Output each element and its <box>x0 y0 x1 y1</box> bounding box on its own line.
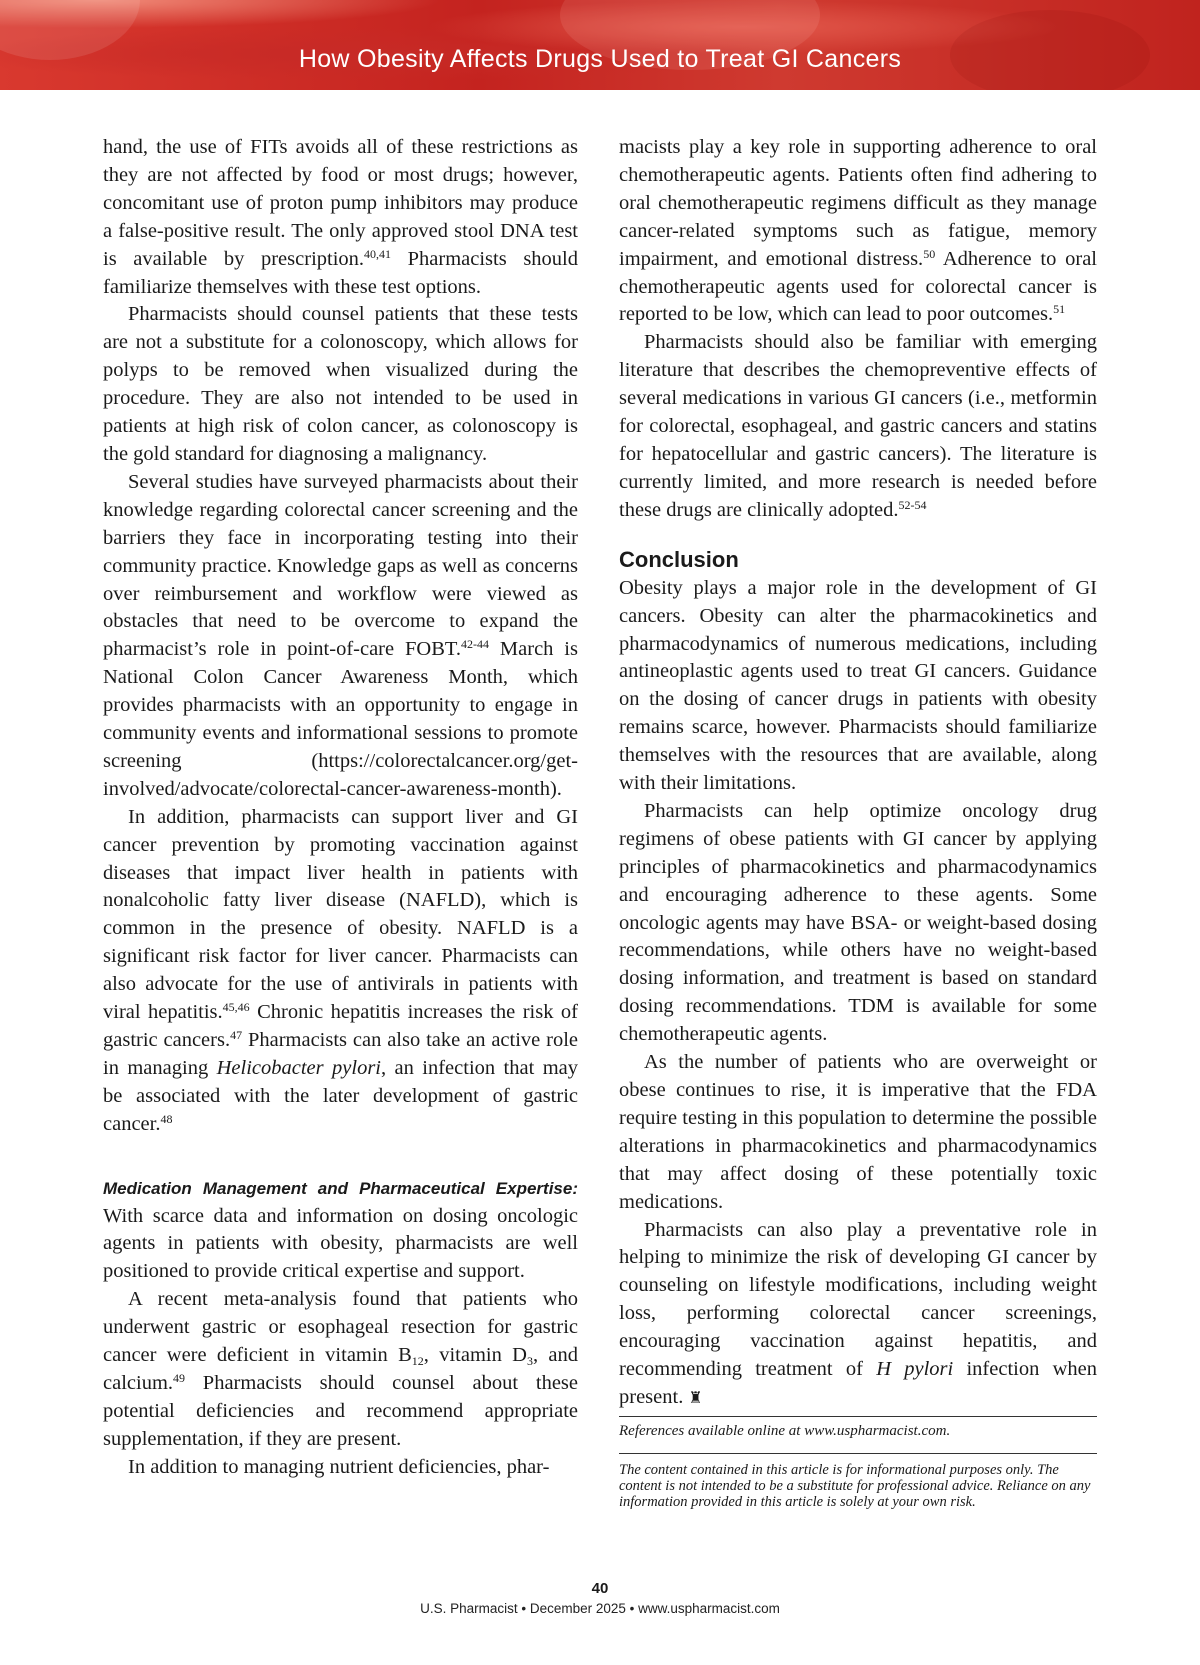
paragraph: Pharmacists should counsel patients that these tests are not a substitute for a colonoscopy, which allows for polyps to be removed when visualized during the procedure. They are also not intended to be used in patients at high risk of colon cancer, as colonoscopy is the gold standard for diagnosing a malignancy. <box>103 303 578 465</box>
paragraph: hand, the use of FITs avoids all of these restrictions as they are not affected by food or most drugs; however, concomitant use of proton pump inhibitors may produce a false-positive result. The only approved stool DNA test is available by prescription.$^{40,41}$ Pharmacists should familiarize themselves with these test options. <box>103 136 578 298</box>
page-footer: U.S. Pharmacist • December 2025 • www.uspharmacist.com <box>420 1601 780 1616</box>
paragraph: Pharmacists should also be familiar with emerging literature that describes the chemopreventive effects of several medications in various GI cancers (i.e., metformin for colorectal, esophageal, and gastric cancers and statins for hepatocellular and gastric cancers). The literature is currently limited, and more research is needed before these drugs are clinically adopted.$^{52-54}$ <box>619 331 1097 521</box>
right-column <box>619 134 1097 1510</box>
disclaimer: The content contained in this article is for informational purposes only. The content is not intended to be a substitute for professional advice. Reliance on any information provided in this article is solely at your own risk. <box>619 1453 1097 1510</box>
paragraph: Pharmacists can help optimize oncology drug regimens of obese patients with GI cancer by applying principles of pharmacokinetics and pharmacodynamics and encouraging adherence to these agents. Some oncologic agents may have BSA- or weight-based dosing recommendations, while others have no weight-based dosing information, and treatment is based on standard dosing recommendations. TDM is available for some chemotherapeutic agents. <box>619 799 1097 1046</box>
section-heading: Conclusion <box>619 546 739 572</box>
paragraph: Several studies have surveyed pharmacists about their knowledge regarding colorectal cancer screening and the barriers they face in incorporating testing into their community practice. Knowledge gaps as well as concerns over reimbursement and workflow were viewed as obstacles that need to be overcome to expand the pharmacist’s role in point-of-care FOBT.$^{42-44}$ March is National Colon Cancer Awareness Month, which provides pharmacists with an opportunity to engage in community events and informational sessions to promote screening (https://colorectalcancer.org/get-involved/advocate/colorectal-cancer-awareness-month). <box>103 470 578 800</box>
left-column <box>103 134 578 1482</box>
paragraph: Obesity plays a major role in the development of GI cancers. Obesity can alter the pharmacokinetics and pharmacodynamics of numerous medications, including antineoplastic agents used to treat GI cancers. Guidance on the dosing of cancer drugs in patients with obesity remains scarce, however. Pharmacists should familiarize themselves with the resources that are available, along with their limitations. <box>619 576 1097 795</box>
paragraph: macists play a key role in supporting adherence to oral chemotherapeutic agents. Patients often find adhering to oral chemotherapeutic regimens difficult as they manage cancer-related symptoms such as fatigue, memory impairment, and emotional distress.$^{50}$ Adherence to oral chemotherapeutic agents used for colorectal cancer is reported to be low, which can lead to poor outcomes.$^{51}$ <box>619 136 1097 326</box>
end-of-article-icon: ♜ <box>688 1387 703 1407</box>
paragraph: In addition, pharmacists can support liver and GI cancer prevention by promoting vaccination against diseases that impact liver health in patients with nonalcoholic fatty liver disease (NAFLD), which is common in the presence of obesity. NAFLD is a significant risk factor for liver cancer. Pharmacists can also advocate for the use of antivirals in patients with viral hepatitis.$^{45,46}$ Chronic hepatitis increases the risk of gastric cancers.$^{47}$ Pharmacists can also take an active role in managing Helicobacter pylori, an infection that may be associated with the later development of gastric cancer.$^{48}$ <box>103 805 579 1135</box>
header-banner <box>0 0 1200 90</box>
references-note: References available online at www.uspharmacist.com. <box>619 1416 1097 1441</box>
paragraph: Pharmacists can also play a preventative role in helping to minimize the risk of developing GI cancer by counseling on lifestyle modifications, including weight loss, performing colorectal cancer screenings, encouraging vaccination against hepatitis, and recommending treatment of H pylori infection when present. ♜ <box>619 1218 1097 1408</box>
article-running-title: How Obesity Affects Drugs Used to Treat GI Cancers <box>298 45 902 73</box>
page-number: 40 <box>591 1580 609 1597</box>
paragraph: Medication Management and Pharmaceutical Expertise: With scarce data and information on dosing oncologic agents in patients with obesity, pharmacists are well positioned to provide critical expertise and support. <box>103 1178 578 1283</box>
paragraph: In addition to managing nutrient deficiencies, phar- <box>128 1455 550 1478</box>
subsection-heading: Medication Management and Pharmaceutical Expertise: <box>103 1178 578 1198</box>
paragraph: As the number of patients who are overweight or obese continues to rise, it is imperative that the FDA require testing in this population to determine the possible alterations in pharmacokinetics and pharmacodynamics that may affect dosing of these potentially toxic medications. <box>619 1051 1097 1213</box>
paragraph: A recent meta-analysis found that patients who underwent gastric or esophageal resection for gastric cancer were deficient in vitamin $B_{12}$, vitamin $D_3$, and calcium.$^{49}$ Pharmacists should counsel about these potential deficiencies and recommend appropriate supplementation, if they are present. <box>103 1288 578 1450</box>
